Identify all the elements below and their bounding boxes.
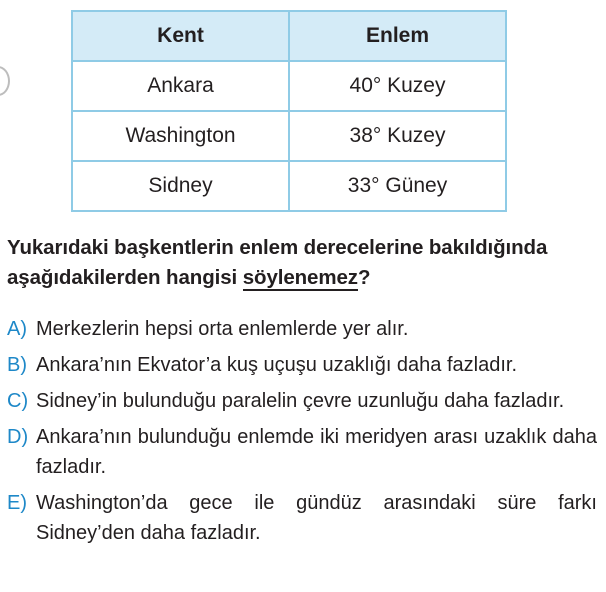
option-text: Ankara’nın Ekvator’a kuş uçuşu uzaklığı daha fazladır.: [36, 354, 518, 376]
option-text: Sidney’in bulunduğu paralelin çevre uzunluğu daha fazladır.: [36, 390, 565, 412]
option-text: Ankara’nın bulunduğu enlemde iki meridyen arası uzaklık daha fazladır.: [36, 426, 597, 478]
question-text: Yukarıdaki başkentlerin enlem derecelerine bakıldığında aşağıdakilerden hangisi: [7, 236, 548, 289]
latitude-cell: 33° Güney: [289, 161, 506, 211]
option-letter: A): [7, 318, 27, 340]
city-latitude-table: [71, 10, 507, 212]
option-d[interactable]: [7, 422, 597, 482]
city-cell: Ankara: [72, 61, 289, 111]
table-row: [72, 61, 506, 111]
header-latitude: Enlem: [289, 11, 506, 61]
question-stem: [7, 233, 602, 293]
header-city: Kent: [72, 11, 289, 61]
option-text: Washington’da gece ile gündüz arasındaki süre farkı Sidney’den daha fazladır.: [36, 492, 597, 544]
option-letter: C): [7, 390, 29, 412]
latitude-cell: 40° Kuzey: [289, 61, 506, 111]
question-mark: ?: [357, 266, 371, 289]
option-text: Merkezlerin hepsi orta enlemlerde yer alır.: [36, 318, 409, 340]
option-e[interactable]: [7, 488, 597, 548]
option-b[interactable]: [7, 350, 597, 380]
city-cell: Washington: [72, 111, 289, 161]
option-a[interactable]: [7, 314, 597, 344]
table-row: [72, 111, 506, 161]
question-negative-word: söylenemez: [242, 266, 358, 289]
option-c[interactable]: [7, 386, 597, 416]
city-cell: Sidney: [72, 161, 289, 211]
option-letter: B): [7, 354, 27, 376]
page-edge-circle-mark: [0, 66, 10, 96]
option-letter: E): [7, 492, 27, 514]
latitude-cell: 38° Kuzey: [289, 111, 506, 161]
answer-options: [7, 314, 597, 554]
table-header-row: [72, 11, 506, 61]
option-letter: D): [7, 426, 29, 448]
table-row: [72, 161, 506, 211]
